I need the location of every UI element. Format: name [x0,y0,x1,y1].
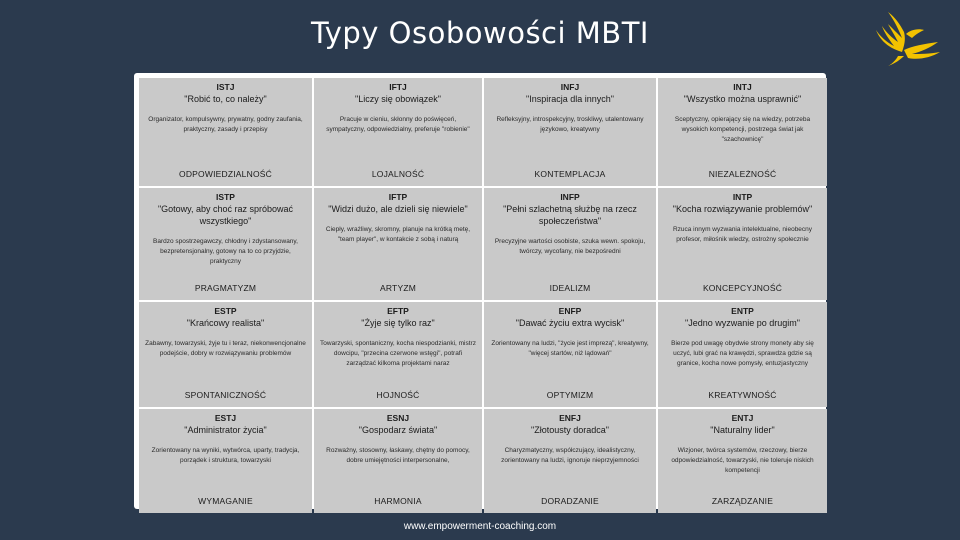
type-keyword: SPONTANICZNOŚĆ [184,390,267,400]
type-motto: "Dawać życiu extra wycisk" [515,318,625,328]
type-traits: Precyzyjne wartości osobiste, szuka wewn. spokoju, twórczy, wycofany, nie bezpośredni [494,238,646,255]
type-motto: "Liczy się obowiązek" [355,94,441,104]
type-cell-infp [484,188,656,300]
mbti-grid [139,78,821,504]
golden-bird-icon [868,6,952,66]
type-cell-intj [658,78,827,186]
type-cell-estp [139,302,312,407]
type-keyword: HOJNOŚĆ [376,390,420,400]
page-title: Typy Osobowości MBTI [311,16,649,50]
type-keyword: KONTEMPLACJA [534,169,606,179]
type-cell-enfp [484,302,656,407]
type-motto: "Złotousty doradca" [531,425,609,435]
type-motto: "Jedno wyzwanie po drugim" [685,318,800,328]
type-cell-entp [658,302,827,407]
type-traits: Bardzo spostrzegawczy, chłodny i zdystansowany, bezpretensjonalny, gotowy na to co przyjdzie, praktyczny [153,238,298,265]
type-cell-esnj [314,409,482,513]
type-code: ENTP [731,306,754,316]
type-traits: Towarzyski, spontaniczny, kocha niespodzianki, mistrz dowcipu, "przecina czerwone wstęgi", potrafi zarządzać kilkoma projektami naraz [320,340,476,367]
type-traits: Bierze pod uwagę obydwie strony monety aby się uczyć, lubi grać na krawędzi, sprawdza gdzie są granice, kocha nowe pomysły, entuzjastyczny [671,340,814,367]
type-cell-estj [139,409,312,513]
type-keyword: KONCEPCYJNOŚĆ [702,283,783,293]
type-code: INFP [560,192,580,202]
type-code: ENFJ [559,413,581,423]
type-motto: "Krańcowy realista" [186,318,265,328]
type-motto: "Pełni szlachetną służbę na rzecz społeczeństwa" [503,204,637,226]
type-motto: "Robić to, co należy" [184,94,267,104]
type-motto: "Wszystko można usprawnić" [683,94,802,104]
type-keyword: OPTYMIZM [546,390,594,400]
type-motto: "Naturalny lider" [710,425,775,435]
type-traits: Pracuje w cieniu, skłonny do poświęceń, sympatyczny, odpowiedzialny, preferuje "robienie" [326,116,470,133]
type-code: ESNJ [386,413,410,423]
type-cell-iftj [314,78,482,186]
type-cell-entj [658,409,827,513]
type-code: ESTP [214,306,237,316]
type-keyword: ODPOWIEDZIALNOŚĆ [179,169,272,179]
mbti-table-frame [134,73,826,509]
type-keyword: PRAGMATYZM [194,283,257,293]
type-traits: Wizjoner, twórca systemów, rzeczowy, bierze odpowiedzialność, towarzyski, nie toleruje niskich kompetencji [671,447,814,474]
type-keyword: KREATYWNOŚĆ [708,390,777,400]
type-cell-istp [139,188,312,300]
type-motto: "Gospodarz świata" [358,425,438,435]
type-code: IFTP [388,192,408,202]
type-code: ESTJ [214,413,237,423]
type-keyword: DORADZANIE [541,496,599,506]
type-code: ENTJ [731,413,754,423]
type-motto: "Widzi dużo, ale dzieli się niewiele" [328,204,468,214]
type-traits: Organizator, kompulsywny, prywatny, godny zaufania, praktyczny, zasady i przepisy [148,116,303,133]
type-motto: "Żyje się tylko raz" [361,318,435,328]
type-traits: Ciepły, wrażliwy, skromny, planuje na krótką metę, "team player", w kontakcie z sobą i naturą [325,226,471,243]
type-traits: Zorientowany na ludzi, "życie jest imprezą", kreatywny, "więcej startów, niż lądowań" [491,340,649,357]
type-code: INTP [732,192,753,202]
type-code: ISTP [216,192,235,202]
type-traits: Charyzmatyczny, współczujący, idealistyczny, zorientowany na ludzi, ignoruje nieprzyjemności [501,447,639,464]
type-keyword: NIEZALEŻNOŚĆ [708,169,777,179]
type-cell-intp [658,188,827,300]
type-traits: Rzuca innym wyzwania intelektualne, nieobecny profesor, miłośnik wiedzy, ostrożny społecznie [672,226,813,243]
type-motto: "Inspiracja dla innych" [526,94,614,104]
type-code: EFTP [387,306,409,316]
type-motto: "Kocha rozwiązywanie problemów" [672,204,813,214]
type-cell-enfj [484,409,656,513]
type-traits: Zorientowany na wyniki, wytwórca, uparty, tradycja, porządek i struktura, towarzyski [151,447,300,464]
type-keyword: WYMAGANIE [198,496,253,506]
type-traits: Rozważny, stosowny, łaskawy, chętny do pomocy, dobre umiejętności interpersonalne, [326,447,470,464]
type-cell-eftp [314,302,482,407]
type-code: ISTJ [216,82,235,92]
type-cell-iftp [314,188,482,300]
footer-url: www.empowerment-coaching.com [403,521,557,532]
type-code: INFJ [560,82,580,92]
type-cell-infj [484,78,656,186]
type-keyword: ZARZĄDZANIE [711,496,774,506]
type-traits: Zabawny, towarzyski, żyje tu i teraz, niekonwencjonalne podejście, dobry w rozwiązywaniu problemów [145,340,306,357]
type-keyword: HARMONIA [374,496,422,506]
type-motto: "Administrator życia" [184,425,267,435]
type-keyword: IDEALIZM [549,283,591,293]
type-code: INTJ [733,82,752,92]
type-keyword: LOJALNOŚĆ [371,169,425,179]
type-traits: Refleksyjny, introspekcyjny, troskliwy, utalentowany językowo, kreatywny [496,116,644,133]
type-cell-istj [139,78,312,186]
type-code: ENFP [558,306,582,316]
type-keyword: ARTYZM [380,283,416,293]
type-motto: "Gotowy, aby choć raz spróbować wszystkiego" [157,204,294,226]
type-code: IFTJ [389,82,407,92]
type-traits: Sceptyczny, opierający się na wiedzy, potrzeba wysokich kompetencji, postrzega świat jak "szachownicę" [674,116,811,143]
